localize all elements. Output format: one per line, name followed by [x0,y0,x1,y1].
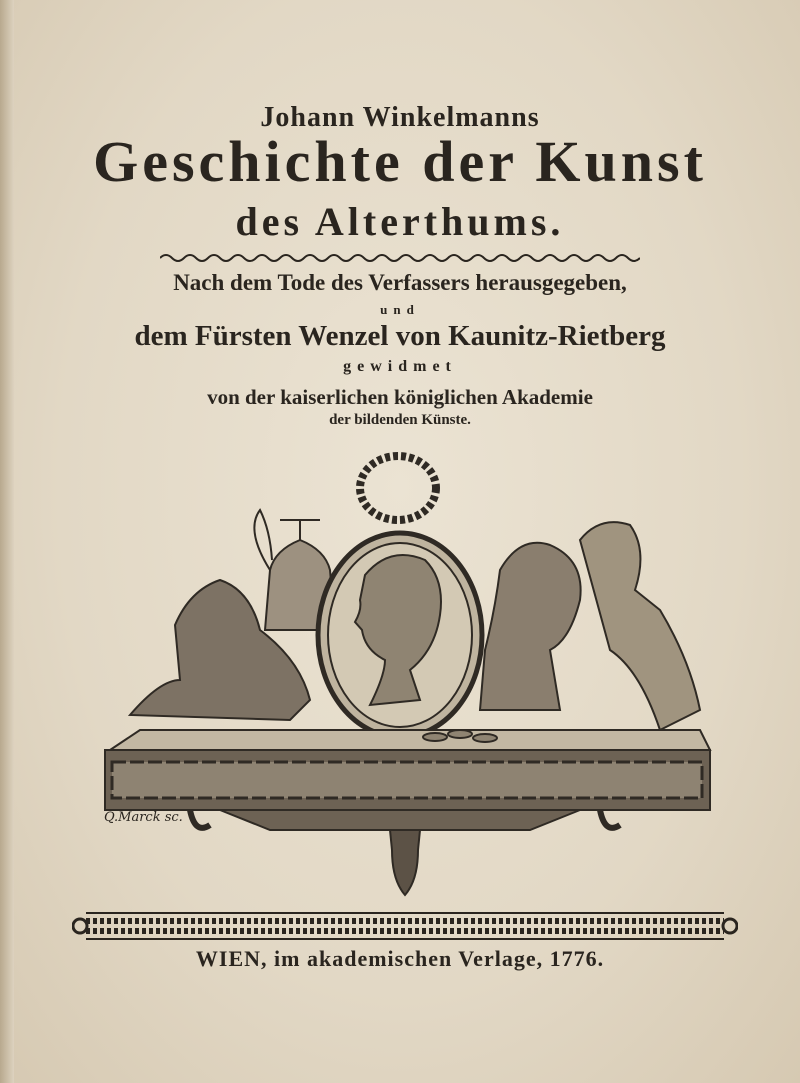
laurel-wreath [360,456,436,520]
ornamental-border [72,908,738,944]
philosopher-bust [480,543,581,710]
ornamental-rule [160,252,640,264]
academy-line-1: von der kaiserlichen königlichen Akademie [207,385,593,409]
author-line: Johann Winkelmanns [260,102,540,133]
subtitle: des Alterthums. [235,199,565,244]
dedicatee: dem Fürsten Wenzel von Kaunitz-Rietberg [134,320,666,352]
conjunction: und [380,302,420,317]
academy-line-2: der bildenden Künste. [329,412,471,428]
engraver-signature: Q.Marck sc. [104,810,183,825]
imprint: WIEN, im akademischen Verlage, 1776. [195,946,605,971]
pendant [390,830,420,895]
page-edge [0,0,14,1083]
engraving-illustration [100,450,715,900]
edited-line: Nach dem Tode des Verfassers herausgegeben, [173,270,627,295]
shelf-top [110,730,710,750]
sphinx-figure [580,522,700,730]
dedicated-line: gewidmet [343,358,457,375]
main-title: Geschichte der Kunst [93,129,707,194]
